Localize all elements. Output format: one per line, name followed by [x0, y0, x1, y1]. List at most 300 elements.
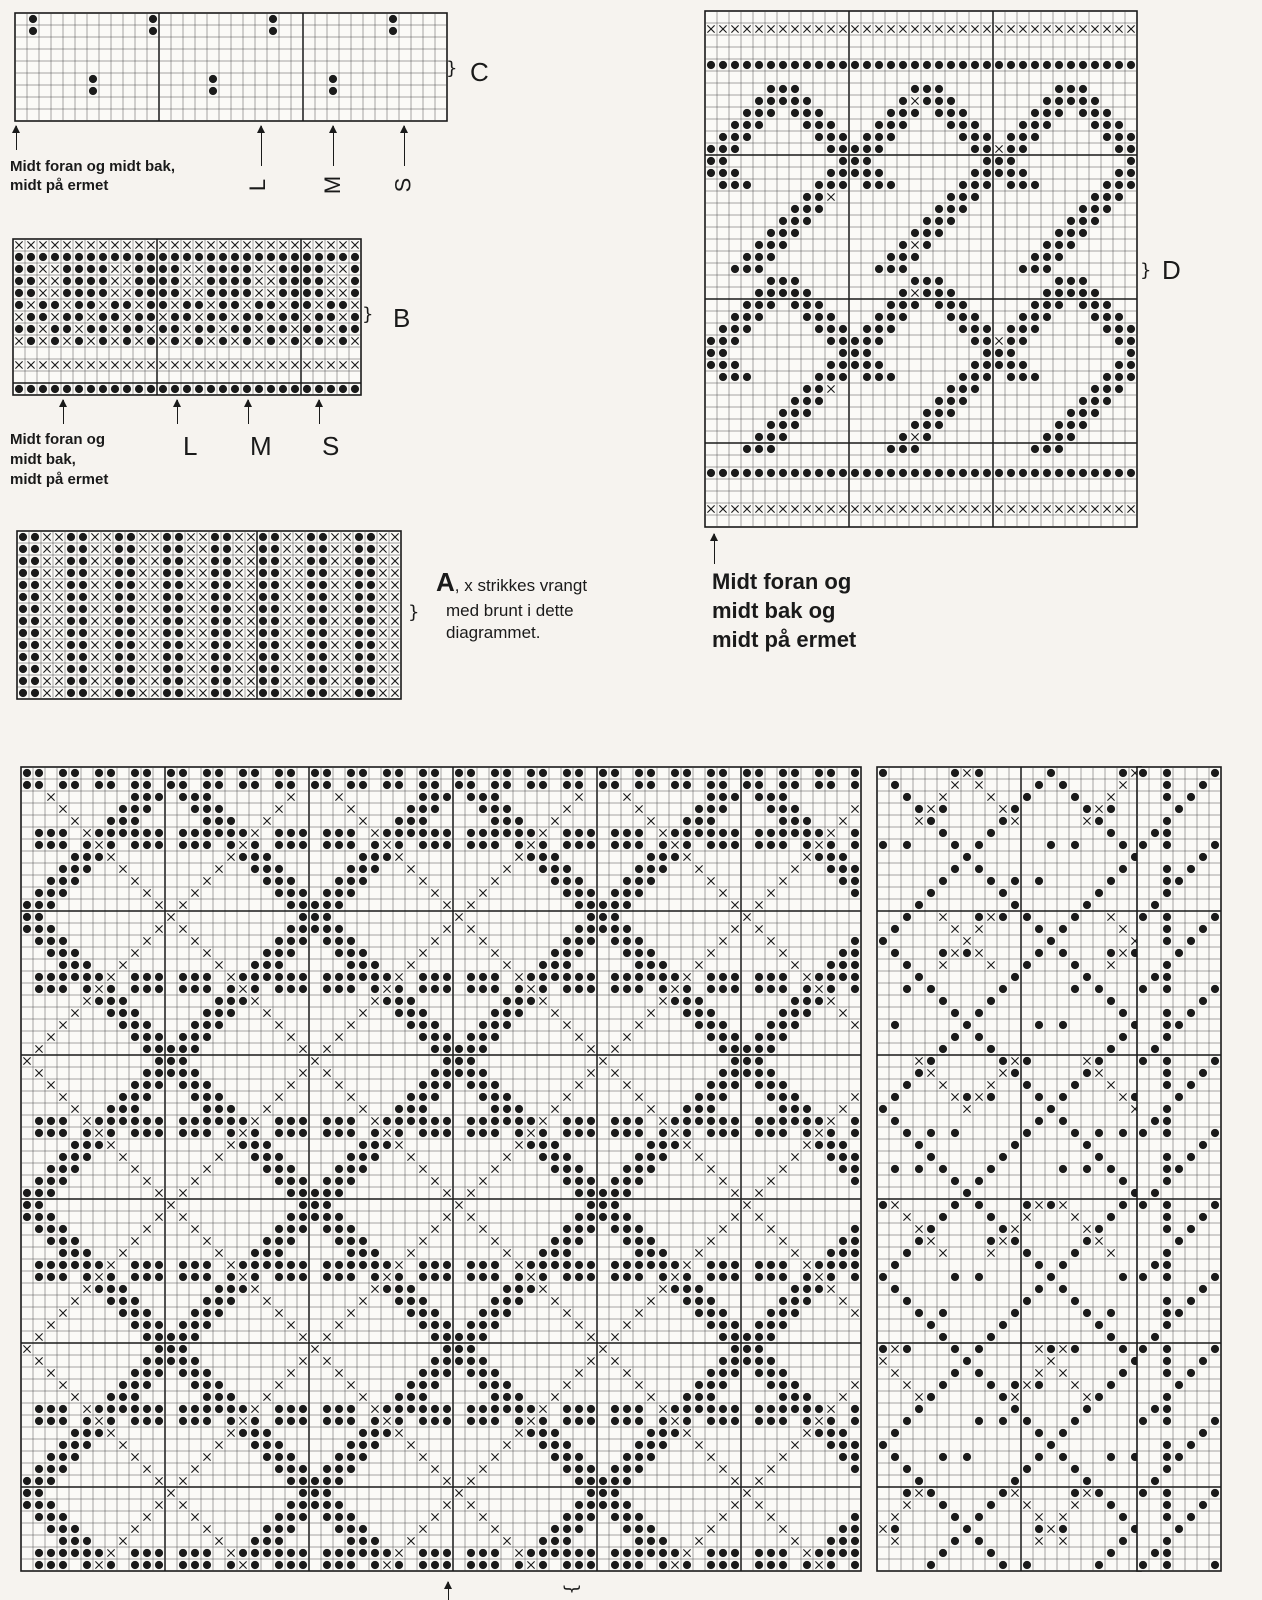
dot-symbol: [99, 265, 107, 273]
dot-symbol: [851, 61, 859, 69]
dot-symbol: [155, 829, 163, 837]
dot-symbol: [959, 181, 967, 189]
dot-symbol: [95, 829, 103, 837]
dot-symbol: [299, 1261, 307, 1269]
dot-symbol: [1119, 1033, 1127, 1041]
dot-symbol: [719, 349, 727, 357]
dot-symbol: [551, 1525, 559, 1533]
dot-symbol: [755, 1129, 763, 1137]
dot-symbol: [1083, 1141, 1091, 1149]
dot-symbol: [1059, 949, 1067, 957]
dot-symbol: [323, 1261, 331, 1269]
dot-symbol: [851, 1513, 859, 1521]
dot-symbol: [107, 841, 115, 849]
dot-symbol: [467, 1273, 475, 1281]
dot-symbol: [1055, 61, 1063, 69]
dot-symbol: [491, 973, 499, 981]
dot-symbol: [515, 841, 523, 849]
dot-symbol: [467, 1321, 475, 1329]
dot-symbol: [1187, 1225, 1195, 1233]
dot-symbol: [1163, 865, 1171, 873]
dot-symbol: [19, 581, 27, 589]
dot-symbol: [203, 1105, 211, 1113]
dot-symbol: [767, 433, 775, 441]
dot-symbol: [1163, 877, 1171, 885]
dot-symbol: [539, 1129, 547, 1137]
dot-symbol: [1011, 1141, 1019, 1149]
dot-symbol: [251, 1129, 259, 1137]
dot-symbol: [347, 1153, 355, 1161]
dot-symbol: [491, 1117, 499, 1125]
dot-symbol: [767, 829, 775, 837]
dot-symbol: [347, 1249, 355, 1257]
dot-symbol: [223, 653, 231, 661]
dot-symbol: [271, 545, 279, 553]
dot-symbol: [539, 1561, 547, 1569]
dot-symbol: [755, 1045, 763, 1053]
dot-symbol: [671, 997, 679, 1005]
dot-symbol: [211, 653, 219, 661]
dot-symbol: [131, 1297, 139, 1305]
dot-symbol: [959, 133, 967, 141]
dot-symbol: [207, 265, 215, 273]
dot-symbol: [171, 253, 179, 261]
dot-symbol: [71, 1429, 79, 1437]
dot-symbol: [179, 1369, 187, 1377]
dot-symbol: [271, 653, 279, 661]
dot-symbol: [83, 961, 91, 969]
dot-symbol: [299, 1405, 307, 1413]
dot-symbol: [75, 385, 83, 393]
dot-symbol: [951, 841, 959, 849]
dot-symbol: [303, 253, 311, 261]
dot-symbol: [155, 1405, 163, 1413]
dot-symbol: [767, 61, 775, 69]
dot-symbol: [371, 973, 379, 981]
dot-symbol: [731, 1321, 739, 1329]
dot-symbol: [563, 1561, 571, 1569]
dot-symbol: [239, 1285, 247, 1293]
dot-symbol: [551, 1549, 559, 1557]
dot-symbol: [79, 617, 87, 625]
dot-symbol: [767, 1405, 775, 1413]
dot-symbol: [803, 193, 811, 201]
dot-symbol: [75, 253, 83, 261]
dot-symbol: [671, 973, 679, 981]
dot-symbol: [1115, 193, 1123, 201]
dot-symbol: [551, 1429, 559, 1437]
dot-symbol: [1095, 1129, 1103, 1137]
dot-symbol: [291, 337, 299, 345]
dot-symbol: [755, 1069, 763, 1077]
dot-symbol: [443, 1273, 451, 1281]
dot-symbol: [23, 901, 31, 909]
dot-symbol: [251, 1153, 259, 1161]
dot-symbol: [815, 397, 823, 405]
dot-symbol: [51, 253, 59, 261]
dot-symbol: [743, 133, 751, 141]
dot-symbol: [263, 865, 271, 873]
dot-symbol: [911, 277, 919, 285]
dot-symbol: [503, 1297, 511, 1305]
dot-symbol: [1107, 1501, 1115, 1509]
dot-symbol: [143, 841, 151, 849]
diagram-c-grid: [14, 12, 448, 122]
dot-symbol: [899, 265, 907, 273]
dot-symbol: [307, 605, 315, 613]
dot-symbol: [1071, 1249, 1079, 1257]
dot-symbol: [143, 985, 151, 993]
dot-symbol: [803, 397, 811, 405]
dot-symbol: [839, 145, 847, 153]
dot-symbol: [659, 973, 667, 981]
dot-symbol: [371, 1153, 379, 1161]
dot-symbol: [179, 973, 187, 981]
dot-symbol: [155, 1549, 163, 1557]
dot-symbol: [887, 445, 895, 453]
dot-symbol: [599, 781, 607, 789]
dot-symbol: [1187, 1513, 1195, 1521]
dot-symbol: [1163, 1009, 1171, 1017]
dot-symbol: [959, 109, 967, 117]
dot-symbol: [287, 937, 295, 945]
dot-symbol: [779, 841, 787, 849]
dot-symbol: [731, 1273, 739, 1281]
dot-symbol: [291, 253, 299, 261]
dot-symbol: [851, 889, 859, 897]
dot-symbol: [111, 253, 119, 261]
dot-symbol: [635, 949, 643, 957]
dot-symbol: [23, 769, 31, 777]
dot-symbol: [851, 961, 859, 969]
dot-symbol: [203, 1321, 211, 1329]
dot-symbol: [1163, 1129, 1171, 1137]
dot-symbol: [1079, 229, 1087, 237]
dot-symbol: [1163, 1021, 1171, 1029]
dot-symbol: [935, 421, 943, 429]
dot-symbol: [119, 805, 127, 813]
dot-symbol: [731, 1129, 739, 1137]
dot-symbol: [707, 1033, 715, 1041]
dot-symbol: [839, 1249, 847, 1257]
dot-symbol: [431, 1405, 439, 1413]
dot-symbol: [647, 1429, 655, 1437]
dot-symbol: [947, 97, 955, 105]
dot-symbol: [875, 181, 883, 189]
dot-symbol: [1163, 1489, 1171, 1497]
dot-symbol: [971, 325, 979, 333]
dot-symbol: [443, 985, 451, 993]
dot-symbol: [287, 1177, 295, 1185]
dot-symbol: [359, 961, 367, 969]
dot-symbol: [515, 997, 523, 1005]
dot-symbol: [143, 1261, 151, 1269]
dot-symbol: [987, 1093, 995, 1101]
dot-symbol: [683, 1297, 691, 1305]
dot-symbol: [211, 569, 219, 577]
dot-symbol: [707, 973, 715, 981]
dot-symbol: [39, 313, 47, 321]
dot-symbol: [611, 1189, 619, 1197]
dot-symbol: [355, 581, 363, 589]
dot-symbol: [35, 1201, 43, 1209]
dot-symbol: [899, 433, 907, 441]
dot-symbol: [1103, 121, 1111, 129]
dot-symbol: [335, 1453, 343, 1461]
dot-symbol: [1055, 421, 1063, 429]
dot-symbol: [195, 337, 203, 345]
dot-symbol: [1091, 109, 1099, 117]
dot-symbol: [147, 337, 155, 345]
dot-symbol: [1211, 1345, 1219, 1353]
dot-symbol: [227, 841, 235, 849]
dot-symbol: [491, 769, 499, 777]
dot-symbol: [939, 1549, 947, 1557]
dot-symbol: [527, 853, 535, 861]
dot-symbol: [563, 949, 571, 957]
dot-symbol: [347, 937, 355, 945]
dot-symbol: [371, 853, 379, 861]
dot-symbol: [335, 877, 343, 885]
dot-symbol: [1031, 253, 1039, 261]
dot-symbol: [755, 829, 763, 837]
dot-symbol: [319, 581, 327, 589]
dot-symbol: [359, 1453, 367, 1461]
dot-symbol: [107, 1105, 115, 1113]
dot-symbol: [743, 1333, 751, 1341]
dot-symbol: [587, 937, 595, 945]
dot-symbol: [467, 1417, 475, 1425]
dot-symbol: [731, 469, 739, 477]
dot-symbol: [1119, 1345, 1127, 1353]
dot-symbol: [127, 533, 135, 541]
dot-symbol: [1095, 1153, 1103, 1161]
dot-symbol: [939, 877, 947, 885]
dot-symbol: [999, 817, 1007, 825]
dot-symbol: [935, 61, 943, 69]
dot-symbol: [315, 277, 323, 285]
dot-symbol: [491, 1321, 499, 1329]
dot-symbol: [1199, 1141, 1207, 1149]
dot-symbol: [311, 901, 319, 909]
dot-symbol: [1055, 301, 1063, 309]
dot-symbol: [371, 1537, 379, 1545]
dot-symbol: [1163, 1165, 1171, 1173]
dot-symbol: [707, 1417, 715, 1425]
dot-symbol: [1043, 109, 1051, 117]
dot-symbol: [239, 973, 247, 981]
dot-symbol: [155, 1357, 163, 1365]
dot-symbol: [683, 1105, 691, 1113]
dot-symbol: [515, 1129, 523, 1137]
dot-symbol: [1139, 1417, 1147, 1425]
dot-symbol: [419, 829, 427, 837]
dot-symbol: [611, 1273, 619, 1281]
dot-symbol: [527, 829, 535, 837]
dot-symbol: [707, 1297, 715, 1305]
dot-symbol: [779, 421, 787, 429]
dot-symbol: [275, 949, 283, 957]
dot-symbol: [75, 337, 83, 345]
dot-symbol: [815, 193, 823, 201]
dot-symbol: [1199, 1069, 1207, 1077]
dot-symbol: [791, 1405, 799, 1413]
dot-symbol: [155, 1333, 163, 1341]
dot-symbol: [839, 1165, 847, 1173]
dot-symbol: [47, 973, 55, 981]
dot-symbol: [1095, 985, 1103, 993]
dot-symbol: [47, 1561, 55, 1569]
dot-symbol: [791, 997, 799, 1005]
dot-symbol: [291, 277, 299, 285]
dot-symbol: [211, 689, 219, 697]
dot-symbol: [419, 1129, 427, 1137]
dot-symbol: [891, 1165, 899, 1173]
dot-symbol: [587, 985, 595, 993]
dot-symbol: [779, 1105, 787, 1113]
dot-symbol: [1163, 1405, 1171, 1413]
dot-symbol: [135, 325, 143, 333]
dot-symbol: [167, 769, 175, 777]
dot-symbol: [35, 1489, 43, 1497]
dot-symbol: [791, 469, 799, 477]
dot-symbol: [1091, 97, 1099, 105]
dot-symbol: [767, 109, 775, 117]
dot-symbol: [175, 593, 183, 601]
dot-symbol: [707, 1009, 715, 1017]
dot-symbol: [983, 349, 991, 357]
dot-symbol: [31, 557, 39, 565]
dot-symbol: [383, 1117, 391, 1125]
dot-symbol: [803, 1009, 811, 1017]
dot-symbol: [307, 641, 315, 649]
dot-symbol: [539, 1537, 547, 1545]
dot-symbol: [179, 1045, 187, 1053]
dot-symbol: [815, 1429, 823, 1437]
dot-symbol: [899, 445, 907, 453]
diagram-c-letter: C: [470, 57, 489, 87]
dot-symbol: [183, 253, 191, 261]
dot-symbol: [287, 1513, 295, 1521]
dot-symbol: [35, 829, 43, 837]
dot-symbol: [1199, 1501, 1207, 1509]
dot-symbol: [1031, 109, 1039, 117]
dot-symbol: [939, 1501, 947, 1509]
dot-symbol: [263, 877, 271, 885]
dot-symbol: [107, 817, 115, 825]
dot-symbol: [31, 593, 39, 601]
dot-symbol: [119, 1309, 127, 1317]
dot-symbol: [1095, 889, 1103, 897]
dot-symbol: [659, 1549, 667, 1557]
dot-symbol: [79, 653, 87, 661]
dot-symbol: [1031, 313, 1039, 321]
dot-symbol: [311, 1213, 319, 1221]
dot-symbol: [587, 1549, 595, 1557]
dot-symbol: [779, 97, 787, 105]
dot-symbol: [1119, 1177, 1127, 1185]
dot-symbol: [1023, 1465, 1031, 1473]
dot-symbol: [35, 1177, 43, 1185]
dot-symbol: [59, 985, 67, 993]
dot-symbol: [143, 829, 151, 837]
dot-symbol: [287, 1549, 295, 1557]
dot-symbol: [743, 1357, 751, 1365]
dot-symbol: [35, 1129, 43, 1137]
dot-symbol: [347, 1261, 355, 1269]
dot-symbol: [515, 817, 523, 825]
dot-symbol: [179, 793, 187, 801]
dot-symbol: [1043, 97, 1051, 105]
dot-symbol: [767, 1369, 775, 1377]
dot-symbol: [1035, 1453, 1043, 1461]
dot-symbol: [147, 385, 155, 393]
dot-symbol: [959, 397, 967, 405]
dot-symbol: [635, 1237, 643, 1245]
dot-symbol: [939, 1333, 947, 1341]
diagram-b-marker-l: L: [183, 431, 198, 461]
dot-symbol: [191, 841, 199, 849]
dot-symbol: [1115, 361, 1123, 369]
dot-symbol: [419, 793, 427, 801]
dot-symbol: [515, 1273, 523, 1281]
dot-symbol: [419, 1309, 427, 1317]
dot-symbol: [51, 325, 59, 333]
dot-symbol: [371, 1261, 379, 1269]
dot-symbol: [987, 1165, 995, 1173]
dot-symbol: [767, 97, 775, 105]
dot-symbol: [211, 557, 219, 565]
dot-symbol: [71, 1537, 79, 1545]
dot-symbol: [1055, 289, 1063, 297]
dot-symbol: [35, 769, 43, 777]
dot-symbol: [987, 1381, 995, 1389]
dot-symbol: [287, 1225, 295, 1233]
dot-symbol: [951, 1345, 959, 1353]
dot-symbol: [419, 1117, 427, 1125]
dot-symbol: [731, 1333, 739, 1341]
dot-symbol: [563, 781, 571, 789]
dot-symbol: [431, 1021, 439, 1029]
dot-symbol: [419, 1081, 427, 1089]
dot-symbol: [131, 1117, 139, 1125]
dot-symbol: [983, 325, 991, 333]
dot-symbol: [875, 361, 883, 369]
dot-symbol: [647, 1537, 655, 1545]
dot-symbol: [175, 581, 183, 589]
dot-symbol: [383, 853, 391, 861]
dot-symbol: [1079, 301, 1087, 309]
dot-symbol: [695, 1285, 703, 1293]
dot-symbol: [67, 689, 75, 697]
dot-symbol: [611, 1417, 619, 1425]
dot-symbol: [15, 301, 23, 309]
dot-symbol: [635, 937, 643, 945]
dot-symbol: [479, 1369, 487, 1377]
dot-symbol: [575, 1417, 583, 1425]
dot-symbol: [539, 841, 547, 849]
dot-symbol: [107, 781, 115, 789]
dot-symbol: [431, 1381, 439, 1389]
dot-symbol: [443, 1369, 451, 1377]
dot-symbol: [803, 1117, 811, 1125]
dot-symbol: [63, 277, 71, 285]
dot-symbol: [287, 1453, 295, 1461]
dot-symbol: [1007, 157, 1015, 165]
dot-symbol: [755, 841, 763, 849]
dot-symbol: [163, 665, 171, 673]
dot-symbol: [163, 593, 171, 601]
